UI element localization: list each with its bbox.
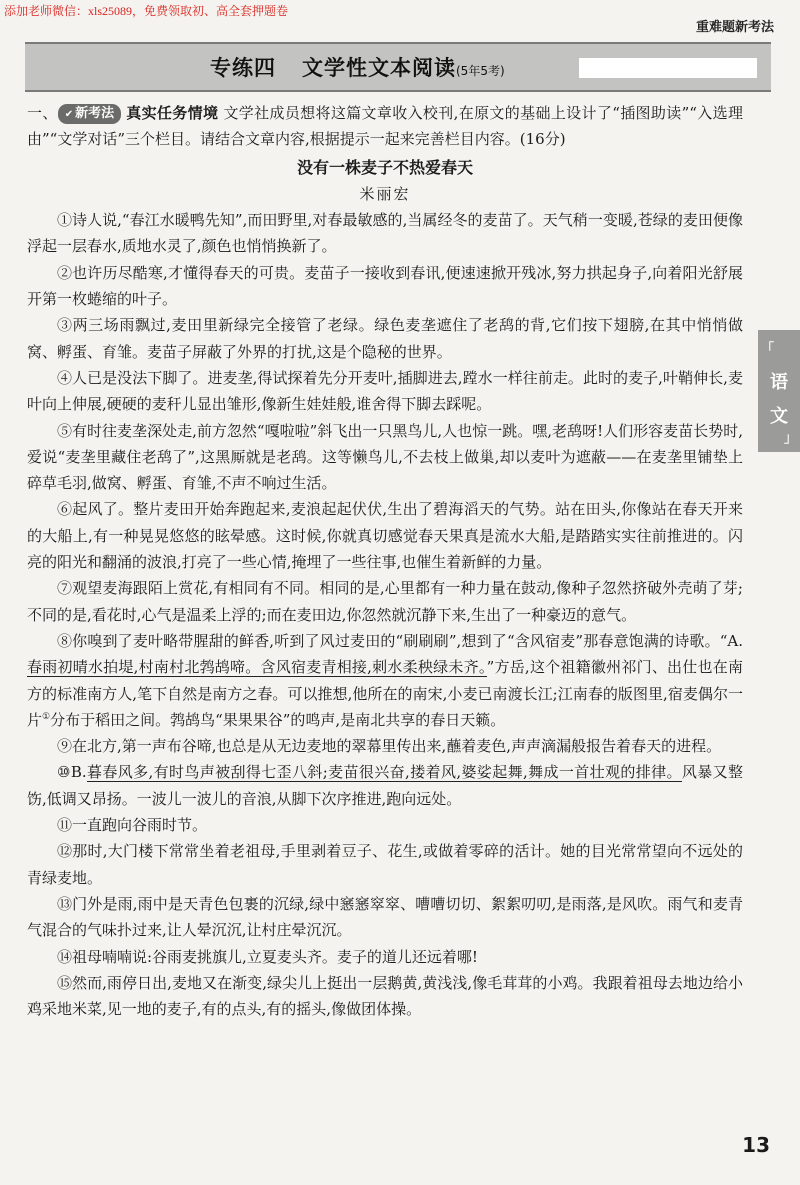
- paragraph-1: ①诗人说,“春江水暖鸭先知”,而田野里,对春最敏感的,当属经冬的麦苗了。天气稍一变暖,苍绿的麦田便像浮起一层春水,质地水灵了,颜色也悄悄换新了。: [27, 211, 743, 256]
- bracket-bottom-icon: 」: [783, 431, 797, 446]
- paragraph-8-part-b: ”方岳,这个祖籍徽州祁门、出仕也在南方的标准南方人,笔下自然是南方之春。可以推想,他所在的南宋,小麦已南渡长江;江南春的版图里,宿麦偶尔一片: [27, 658, 743, 729]
- new-method-badge: [58, 104, 121, 124]
- paragraph-10-part-a: ⑩B.: [57, 763, 87, 782]
- paragraph-2: ②也许历尽酷寒,才懂得春天的可贵。麦苗子一接收到春讯,便速速掀开残冰,努力拱起身子,向着阳光舒展开第一枚蜷缩的叶子。: [27, 263, 743, 309]
- badge-label: 新考法: [75, 106, 115, 121]
- paragraph-12: ⑫那时,大门楼下常常坐着老祖母,手里剥着豆子、花生,或做着零碎的活计。她的目光常常望向不远处的青绿麦地。: [27, 842, 743, 887]
- paragraph-5: ⑤有时往麦垄深处走,前方忽然“嘎啦啦”斜飞出一只黑鸟儿,人也惊一跳。嘿,老鸹呀!人们形容麦苗长势时,爱说“麦垄里藏住老鸹了”,这黑厮就是老鸹。这等懒鸟儿,不去枝上做巢,却以麦叶为遮蔽——在麦垄里铺垫上碎草毛羽,做窝、孵蛋、育雏,不声不响过生活。: [27, 421, 743, 493]
- paragraph-13: ⑬门外是雨,雨中是天青色包裹的沉绿,绿中窸窸窣窣、嘈嘈切切、絮絮叨叨,是雨落,是风吹。雨气和麦青气混合的气味扑过来,让人晕沉沉,让村庄晕沉沉。: [27, 894, 743, 940]
- underlined-poem-a: 春雨初晴水拍堤,村南村北鹁鸪啼。含风宿麦青相接,刺水柔秧绿未齐。: [27, 658, 487, 677]
- question-intro: [27, 100, 743, 153]
- paragraph-8: [27, 628, 743, 733]
- section-title: [210, 52, 505, 82]
- paragraph-9: ⑨在北方,第一声布谷啼,也总是从无边麦地的翠幕里传出来,蘸着麦色,声声滴漏般报告着春天的进程。: [57, 737, 722, 756]
- paragraph-7: ⑦观望麦海跟陌上赏花,有相同有不同。相同的是,心里都有一种力量在鼓动,像种子忽然挤破外壳萌了芽;不同的是,看花时,心气是温柔上浮的;而在麦田边,你忽然就沉静下来,生出了一种豪迈的意气。: [27, 579, 743, 624]
- paragraph-3: ③两三场雨飘过,麦田里新绿完全接管了老绿。绿色麦垄遮住了老鸹的背,它们按下翅膀,在其中悄悄做窝、孵蛋、育雏。麦苗子屏蔽了外界的打扰,这是个隐秘的世界。: [27, 316, 743, 361]
- paragraph-4: ④人已是没法下脚了。进麦垄,得试探着先分开麦叶,插脚进去,蹚水一样往前走。此时的麦子,叶鞘伸长,麦叶向上伸展,硬硬的麦秆儿显出雏形,像新生娃娃般,谁舍得下脚去踩呢。: [27, 368, 743, 414]
- subject-side-tab: [758, 330, 800, 452]
- page-content: [27, 100, 743, 1022]
- article-author: 米丽宏: [359, 184, 411, 203]
- paragraph-8-part-c: 分布于稻田之间。鹁鸪鸟“果果果谷”的鸣声,是南北共享的春日天籁。: [50, 710, 506, 729]
- section-frequency: (5年5考): [456, 64, 505, 78]
- task-label: 真实任务情境: [126, 104, 219, 122]
- question-number: 一、: [27, 104, 58, 122]
- section-name: 文学性文本阅读: [302, 56, 456, 80]
- paragraph-10: [27, 759, 743, 812]
- underlined-sentence-b: 暮春风多,有时鸟声被刮得七歪八斜;麦苗很兴奋,搂着风,婆娑起舞,舞成一首壮观的排律。: [86, 763, 682, 782]
- footnote-marker: ①: [42, 711, 51, 722]
- paragraph-11: ⑪一直跑向谷雨时节。: [57, 816, 208, 835]
- paragraph-15: ⑮然而,雨停日出,麦地又在渐变,绿尖儿上挺出一层鹅黄,黄浅浅,像毛茸茸的小鸡。我跟着祖母去地边给小鸡采地米菜,见一地的麦子,有的点头,有的摇头,像做团体操。: [27, 973, 743, 1019]
- paragraph-14: ⑭祖母喃喃说:谷雨麦挑旗儿,立夏麦头齐。麦子的道儿还远着哪!: [57, 947, 478, 966]
- subject-char-2: 文: [770, 406, 788, 427]
- paragraph-10-part-b: 风暴又整饬,低调又昂扬。一波儿一波儿的音浪,从脚下次序推进,跑向远处。: [27, 763, 743, 808]
- watermark-text: 添加老师微信：xls25089，免费领取初、高全套押题卷: [4, 4, 289, 18]
- paragraph-6: ⑥起风了。整片麦田开始奔跑起来,麦浪起起伏伏,生出了碧海滔天的气势。站在田头,你像站在春天开来的大船上,有一种晃晃悠悠的眩晕感。这时候,你就真切感觉春天果真是流水大船,是踏踏实实往前推进的。闪亮的阳光和翻涌的波浪,打亮了一些心情,掩埋了一些往事,也催生着新鲜的力量。: [27, 500, 743, 572]
- page-number: 13: [742, 1133, 770, 1157]
- section-banner: [25, 42, 771, 92]
- subject-char-1: 语: [770, 372, 788, 393]
- running-header: 重难题新考法: [695, 20, 774, 35]
- section-number: 专练四: [210, 56, 276, 80]
- badge-check-icon: ✔: [64, 109, 74, 120]
- paragraph-8-part-a: ⑧你嗅到了麦叶略带腥甜的鲜香,听到了风过麦田的“刷刷刷”,想到了“含风宿麦”那春意饱满的诗歌。“A.: [57, 631, 743, 650]
- question-text: 文学社成员想将这篇文章收入校刊,在原文的基础上设计了“插图助读”“入选理由”“文学对话”三个栏目。请结合文章内容,根据提示一起来完善栏目内容。(16分): [27, 104, 743, 149]
- article-title: 没有一株麦子不热爱春天: [296, 157, 473, 177]
- banner-blank-box: [579, 58, 757, 78]
- bracket-top-icon: 「: [761, 342, 775, 357]
